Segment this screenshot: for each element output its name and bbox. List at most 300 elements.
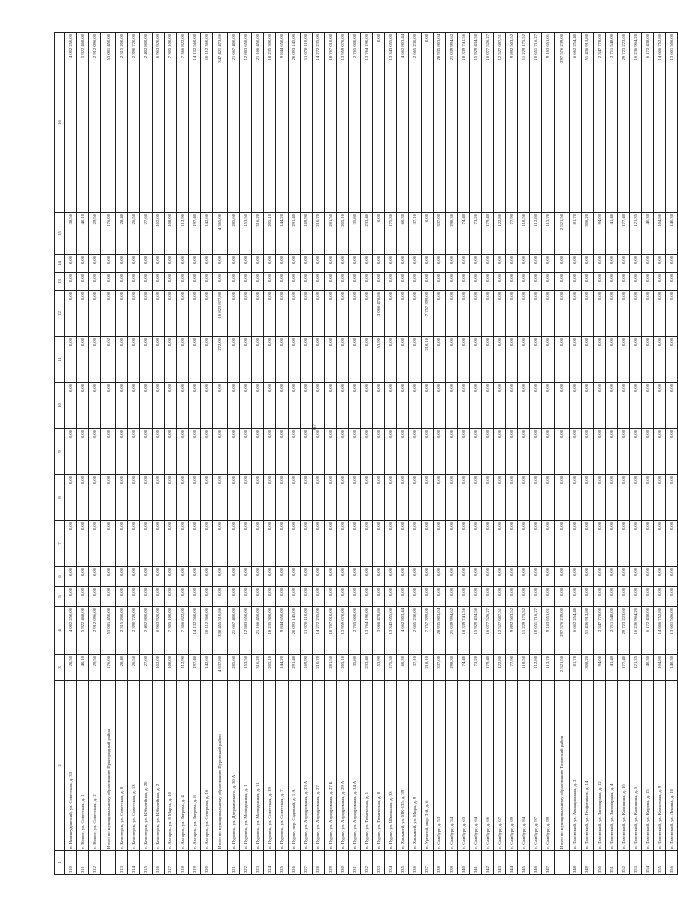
table-cell: 0,00: [276, 521, 288, 567]
table-cell: 4 662 803,44: [397, 607, 409, 655]
table-cell: 0,00: [116, 521, 128, 567]
table-cell: 0,00: [530, 273, 542, 291]
table-cell: 0,00: [617, 475, 629, 521]
table-cell: 197,40: [188, 213, 200, 255]
table-cell: 0,00: [312, 291, 324, 337]
table-cell: 298,30: [445, 213, 457, 255]
table-cell: 74,40: [457, 213, 469, 255]
table-cell: 0,00: [128, 255, 140, 273]
table-cell: 175,30: [385, 213, 397, 255]
table-cell: 0,00: [128, 383, 140, 429]
table-cell: 14 606 752,80: [654, 33, 666, 213]
table-cell: 0,00: [409, 383, 421, 429]
address-cell: п. Тазовский, ул. Ленина, д. 10: [666, 681, 678, 851]
table-cell: 7 757 399,00: [421, 291, 433, 337]
table-cell: 0,00: [554, 567, 569, 587]
table-cell: 0,00: [554, 291, 569, 337]
table-cell: 0,00: [176, 337, 188, 383]
table-cell: 6 172 438,00: [642, 33, 654, 213]
table-cell: 41,40: [605, 655, 617, 681]
table-cell: 0,00: [188, 567, 200, 587]
table-cell: 73,20: [469, 213, 481, 255]
table-cell: 0,00: [176, 587, 188, 607]
table-cell: 0,00: [554, 587, 569, 607]
table-cell: 233,40: [361, 655, 373, 681]
table-cell: 18 339 741,56: [457, 607, 469, 655]
table-cell: 0,00: [213, 567, 228, 587]
table-row: [312, 33, 324, 875]
table-cell: 29 723 223,60: [617, 607, 629, 655]
table-cell: 339: [445, 851, 457, 875]
table-cell: 197,40: [188, 655, 200, 681]
address-cell: п. Пурпе, ул. Аэродромная, д. 34 А: [348, 681, 360, 851]
table-cell: 0,00: [264, 587, 276, 607]
table-row: [593, 33, 605, 875]
table-cell: 0,00: [593, 291, 605, 337]
table-cell: 0,00: [101, 429, 116, 475]
table-cell: 0,00: [518, 587, 530, 607]
table-cell: 0,00: [373, 255, 385, 273]
table-cell: 0,00: [164, 291, 176, 337]
table-cell: 0,00: [581, 383, 593, 429]
table-cell: 0,00: [642, 521, 654, 567]
table-cell: 140,30: [666, 655, 678, 681]
table-row: [128, 33, 140, 875]
table-cell: 0,00: [482, 273, 494, 291]
table-cell: 325: [276, 851, 288, 875]
address-cell: п. Пуровск, ул. Молодежная, д. 1: [240, 681, 252, 851]
table-cell: 14 132 560,00: [188, 607, 200, 655]
table-cell: 0,00: [445, 429, 457, 475]
table-cell: 169,90: [300, 213, 312, 255]
table-cell: 0,00: [300, 429, 312, 475]
table-cell: 312: [89, 851, 101, 875]
table-cell: 349: [581, 851, 593, 875]
table-cell: 0,00: [542, 429, 554, 475]
table-row: [240, 33, 252, 875]
table-cell: 0,00: [276, 255, 288, 273]
table-cell: 0,00: [361, 475, 373, 521]
table-cell: 0,00: [642, 475, 654, 521]
table-cell: 0,00: [288, 587, 300, 607]
table-cell: 0,00: [288, 429, 300, 475]
table-cell: 347: [542, 851, 554, 875]
table-row: [140, 33, 152, 875]
table-row: [569, 33, 581, 875]
table-cell: 0,00: [128, 567, 140, 587]
table-row: [542, 33, 554, 875]
table-cell: 81,70: [569, 213, 581, 255]
table-cell: 0,00: [65, 521, 77, 567]
table-cell: 0,00: [228, 429, 240, 475]
address-cell: п. Тазовский, ул. Калинина, д. 16: [617, 681, 629, 851]
table-row: [457, 33, 469, 875]
table-cell: 0,00: [433, 291, 445, 337]
table-cell: 218,10: [421, 337, 433, 383]
table-cell: 0,00: [252, 429, 264, 475]
table-cell: 0,00: [140, 255, 152, 273]
table-cell: 337: [421, 851, 433, 875]
table-cell: 0,00: [128, 429, 140, 475]
table-cell: 0,00: [397, 273, 409, 291]
table-cell: 0,00: [240, 429, 252, 475]
table-cell: 0,00: [77, 291, 89, 337]
table-cell: 118,50: [518, 213, 530, 255]
table-cell: 0,00: [397, 567, 409, 587]
table-cell: 0,00: [128, 337, 140, 383]
table-cell: 108,00: [164, 655, 176, 681]
table-cell: 0,00: [336, 475, 348, 521]
table-cell: 0,00: [494, 521, 506, 567]
table-cell: 0,00: [116, 567, 128, 587]
table-cell: 0,00: [116, 337, 128, 383]
table-cell: 291,40: [288, 655, 300, 681]
table-cell: 0,00: [200, 383, 212, 429]
table-cell: 0,00: [409, 587, 421, 607]
table-cell: 9 892 503,52: [506, 33, 518, 213]
table-cell: 0,00: [348, 567, 360, 587]
table-row: [409, 33, 421, 875]
table-cell: 0,00: [188, 337, 200, 383]
table-cell: 347 421 473,86: [213, 33, 228, 213]
table-cell: 0,00: [445, 475, 457, 521]
table-cell: 334: [385, 851, 397, 875]
table-cell: 316,20: [252, 213, 264, 255]
table-cell: 0,00: [409, 429, 421, 475]
table-cell: 0,00: [630, 383, 642, 429]
table-cell: 0,00: [397, 587, 409, 607]
address-cell: с. Самбург, д. 64: [469, 681, 481, 851]
table-cell: 0,00: [89, 475, 101, 521]
table-cell: 0,00: [65, 475, 77, 521]
table-cell: 0,00: [373, 429, 385, 475]
table-cell: 0,00: [433, 429, 445, 475]
table-row: [276, 33, 288, 875]
address-cell: с. Самбург, д. 97: [530, 681, 542, 851]
table-cell: 7 366 822,00: [176, 607, 188, 655]
table-cell: 0,00: [654, 383, 666, 429]
table-cell: 0,00: [65, 255, 77, 273]
table-cell: 0,00: [65, 567, 77, 587]
table-cell: 104,80: [654, 213, 666, 255]
table-row: [252, 33, 264, 875]
table-cell: 0,00: [554, 255, 569, 273]
table-cell: 0,00: [336, 273, 348, 291]
table-cell: 0,00: [276, 567, 288, 587]
table-cell: 0,00: [581, 429, 593, 475]
table-cell: 51 436 913,80: [581, 33, 593, 213]
table-cell: 12 883 650,00: [240, 607, 252, 655]
table-cell: 0,00: [336, 567, 348, 587]
table-cell: 210,70: [312, 213, 324, 255]
table-cell: 0,00: [101, 273, 116, 291]
table-cell: 210,70: [312, 655, 324, 681]
table-cell: 0,00: [164, 429, 176, 475]
table-cell: 169,90: [300, 655, 312, 681]
table-cell: 140,30: [666, 213, 678, 255]
table-row: [397, 33, 409, 875]
housing-program-table: [54, 32, 678, 875]
table-cell: 10 823 877,80: [213, 291, 228, 337]
address-cell: с. Белозерск, ул. Советская, д. 13: [128, 681, 140, 851]
table-cell: 0,00: [654, 521, 666, 567]
table-cell: 0,00: [469, 383, 481, 429]
address-cell: с. Новое, ул. Советская, д. 1: [77, 681, 89, 851]
table-cell: 0,00: [228, 383, 240, 429]
table-cell: 319: [188, 851, 200, 875]
table-cell: 0,00: [530, 475, 542, 521]
subtotal-row: [554, 33, 569, 875]
table-cell: 0,00: [593, 337, 605, 383]
table-cell: 0,00: [518, 273, 530, 291]
table-cell: 0,00: [116, 273, 128, 291]
table-cell: 7 757 399,00: [421, 607, 433, 655]
table-cell: 0,00: [421, 273, 433, 291]
table-cell: 0,00: [581, 521, 593, 567]
table-row: [518, 33, 530, 875]
table-cell: 0,00: [482, 255, 494, 273]
table-cell: 2 711 548,00: [605, 607, 617, 655]
table-row: [152, 33, 164, 875]
table-cell: 205,10: [264, 655, 276, 681]
table-cell: 0,00: [469, 337, 481, 383]
table-cell: 0,00: [605, 475, 617, 521]
table-cell: 0,00: [530, 567, 542, 587]
table-cell: 311: [77, 851, 89, 875]
table-cell: 0,00: [654, 337, 666, 383]
table-cell: 0,00: [373, 567, 385, 587]
address-cell: с. Самбург, д. 84: [518, 681, 530, 851]
table-cell: 0,00: [642, 337, 654, 383]
table-cell: 0,00: [288, 567, 300, 587]
table-cell: 0,00: [101, 291, 116, 337]
table-cell: 0,00: [116, 587, 128, 607]
table-cell: 0,00: [569, 291, 581, 337]
table-cell: 28 935 803,04: [433, 607, 445, 655]
table-cell: 0,00: [276, 383, 288, 429]
table-cell: 0,00: [469, 291, 481, 337]
table-cell: 272,00: [213, 337, 228, 383]
table-cell: 316,20: [252, 655, 264, 681]
table-cell: 3 066 478,86: [373, 607, 385, 655]
address-cell: п. Тазовский, ул. Геофизиков, д. 14: [581, 681, 593, 851]
table-cell: 0,00: [200, 337, 212, 383]
table-cell: 0,00: [348, 521, 360, 567]
table-cell: 0,00: [240, 521, 252, 567]
table-cell: 0,00: [397, 337, 409, 383]
table-cell: 0,00: [128, 291, 140, 337]
table-cell: 0,00: [336, 337, 348, 383]
table-cell: 2 347 778,00: [593, 33, 605, 213]
table-cell: 2 315 200,00: [116, 607, 128, 655]
table-cell: 0,00: [77, 273, 89, 291]
table-cell: 0,00: [89, 337, 101, 383]
table-cell: 0,00: [605, 337, 617, 383]
address-cell: с. Белозерск, ул. Юбилейная, д. 2: [152, 681, 164, 851]
table-cell: 0,00: [630, 337, 642, 383]
table-cell: 0,00: [518, 291, 530, 337]
table-cell: 177,40: [617, 213, 629, 255]
table-cell: 0,00: [89, 291, 101, 337]
table-row: [630, 33, 642, 875]
table-cell: 0,00: [542, 291, 554, 337]
address-cell: Итого по муниципальному образованию Пуровский район: [213, 681, 228, 851]
table-cell: 40,10: [77, 655, 89, 681]
table-cell: 0,00: [530, 291, 542, 337]
table-cell: 0,00: [630, 475, 642, 521]
table-row: [385, 33, 397, 875]
table-cell: 354: [642, 851, 654, 875]
table-cell: 179,40: [482, 213, 494, 255]
table-cell: 335: [397, 851, 409, 875]
table-cell: 0,00: [361, 255, 373, 273]
table-cell: 0,00: [188, 429, 200, 475]
table-cell: 0,00: [361, 567, 373, 587]
table-cell: 4 365,00: [213, 213, 228, 255]
table-cell: 0,00: [77, 521, 89, 567]
table-cell: 0,00: [605, 567, 617, 587]
table-cell: 0,00: [617, 383, 629, 429]
table-cell: 316: [152, 851, 164, 875]
table-cell: 0,00: [312, 567, 324, 587]
table-row: [288, 33, 300, 875]
table-cell: 0,00: [188, 383, 200, 429]
table-cell: 0,00: [312, 273, 324, 291]
table-cell: 121,35: [630, 655, 642, 681]
table-cell: 0,00: [164, 337, 176, 383]
table-cell: 53,90: [373, 655, 385, 681]
address-cell: п. Тазовский, ул. Авиационная, д. 2: [569, 681, 581, 851]
table-cell: 0,00: [128, 521, 140, 567]
table-cell: 0,00: [152, 255, 164, 273]
table-cell: 0,00: [518, 429, 530, 475]
table-cell: 20 093 145,00: [288, 33, 300, 213]
table-cell: 0,00: [348, 291, 360, 337]
table-cell: 0,00: [312, 521, 324, 567]
table-cell: 0,00: [457, 567, 469, 587]
table-cell: 0,00: [569, 255, 581, 273]
table-cell: 179,40: [482, 655, 494, 681]
table-cell: 0,00: [276, 475, 288, 521]
table-cell: 0,00: [128, 273, 140, 291]
table-cell: 9 892 503,52: [506, 607, 518, 655]
table-cell: 102,00: [152, 213, 164, 255]
table-cell: 18 339 741,56: [457, 33, 469, 213]
table-cell: 0,00: [445, 383, 457, 429]
table-cell: 0,00: [506, 291, 518, 337]
table-cell: 0,00: [152, 567, 164, 587]
address-cell: Итого по муниципальному образованию Пригородный район: [101, 681, 116, 851]
table-cell: 0,00: [348, 587, 360, 607]
table-cell: 0,00: [506, 337, 518, 383]
table-cell: 0,00: [666, 521, 678, 567]
address-cell: п. Пурпе, ул. Аэродромная, д. 29 А: [336, 681, 348, 851]
table-cell: 2 402 800,00: [140, 33, 152, 213]
table-cell: 2 665 230,00: [409, 607, 421, 655]
table-cell: 0,00: [482, 567, 494, 587]
table-cell: 0,00: [642, 567, 654, 587]
table-cell: 0,00: [300, 291, 312, 337]
table-cell: 0,00: [77, 337, 89, 383]
table-cell: 0,00: [152, 291, 164, 337]
table-cell: 0,00: [300, 521, 312, 567]
address-cell: с. Ахтарск, ул. Северная, д. 16: [200, 681, 212, 851]
table-cell: 0,00: [518, 383, 530, 429]
table-cell: 0,00: [630, 273, 642, 291]
table-cell: 14 272 235,00: [312, 33, 324, 213]
table-cell: 0,00: [336, 291, 348, 337]
table-cell: 318: [176, 851, 188, 875]
table-cell: 0,00: [252, 273, 264, 291]
table-cell: 0,00: [65, 337, 77, 383]
column-header: 10: [55, 383, 65, 429]
table-cell: 0,00: [89, 567, 101, 587]
table-cell: 0,00: [288, 255, 300, 273]
table-cell: 12 527 687,51: [494, 33, 506, 213]
table-cell: 38,50: [65, 213, 77, 255]
table-cell: 13 959 070,00: [336, 33, 348, 213]
table-cell: 0,00: [336, 521, 348, 567]
table-cell: 0,00: [324, 255, 336, 273]
table-cell: 28 935 803,04: [433, 33, 445, 213]
table-cell: 0,00: [433, 255, 445, 273]
table-cell: 0,00: [300, 255, 312, 273]
table-cell: 323: [252, 851, 264, 875]
table-cell: 0,00: [373, 587, 385, 607]
table-cell: 0,00: [642, 383, 654, 429]
table-cell: 0,00: [409, 273, 421, 291]
column-header: 6: [55, 567, 65, 587]
table-cell: 0,00: [642, 429, 654, 475]
table-cell: 122,80: [494, 213, 506, 255]
table-cell: 0,00: [264, 255, 276, 273]
table-cell: 9 844 650,00: [276, 607, 288, 655]
table-cell: 0,00: [581, 291, 593, 337]
table-row: [482, 33, 494, 875]
table-cell: 0,00: [336, 255, 348, 273]
table-cell: 0,00: [348, 383, 360, 429]
table-cell: 0,00: [409, 337, 421, 383]
table-cell: 350: [593, 851, 605, 875]
subtotal-row: [213, 33, 228, 875]
address-cell: с. Ахтарск, ул. Зверева, д. 8: [188, 681, 200, 851]
table-cell: 0,00: [164, 475, 176, 521]
table-cell: 0,00: [642, 273, 654, 291]
table-cell: 11 229 175,52: [518, 607, 530, 655]
table-cell: 0,00: [348, 255, 360, 273]
table-cell: 51 436 913,80: [581, 607, 593, 655]
table-cell: 0,00: [494, 587, 506, 607]
table-cell: 0,00: [630, 291, 642, 337]
table-row: [348, 33, 360, 875]
table-cell: 13 764 190,00: [361, 607, 373, 655]
table-cell: 0,00: [666, 429, 678, 475]
table-cell: 0,00: [617, 567, 629, 587]
table-cell: 0,00: [373, 213, 385, 255]
table-row: [200, 33, 212, 875]
table-cell: 0,00: [605, 521, 617, 567]
table-cell: 0,00: [140, 273, 152, 291]
table-cell: 16 077 526,27: [482, 607, 494, 655]
table-cell: 0,00: [288, 475, 300, 521]
table-cell: 0,00: [89, 429, 101, 475]
table-cell: 13 601 506,00: [666, 607, 678, 655]
table-cell: 14 272 235,00: [312, 607, 324, 655]
table-cell: 0,00: [642, 587, 654, 607]
table-cell: 0,00: [176, 429, 188, 475]
table-cell: 0,00: [494, 567, 506, 587]
table-row: [654, 33, 666, 875]
